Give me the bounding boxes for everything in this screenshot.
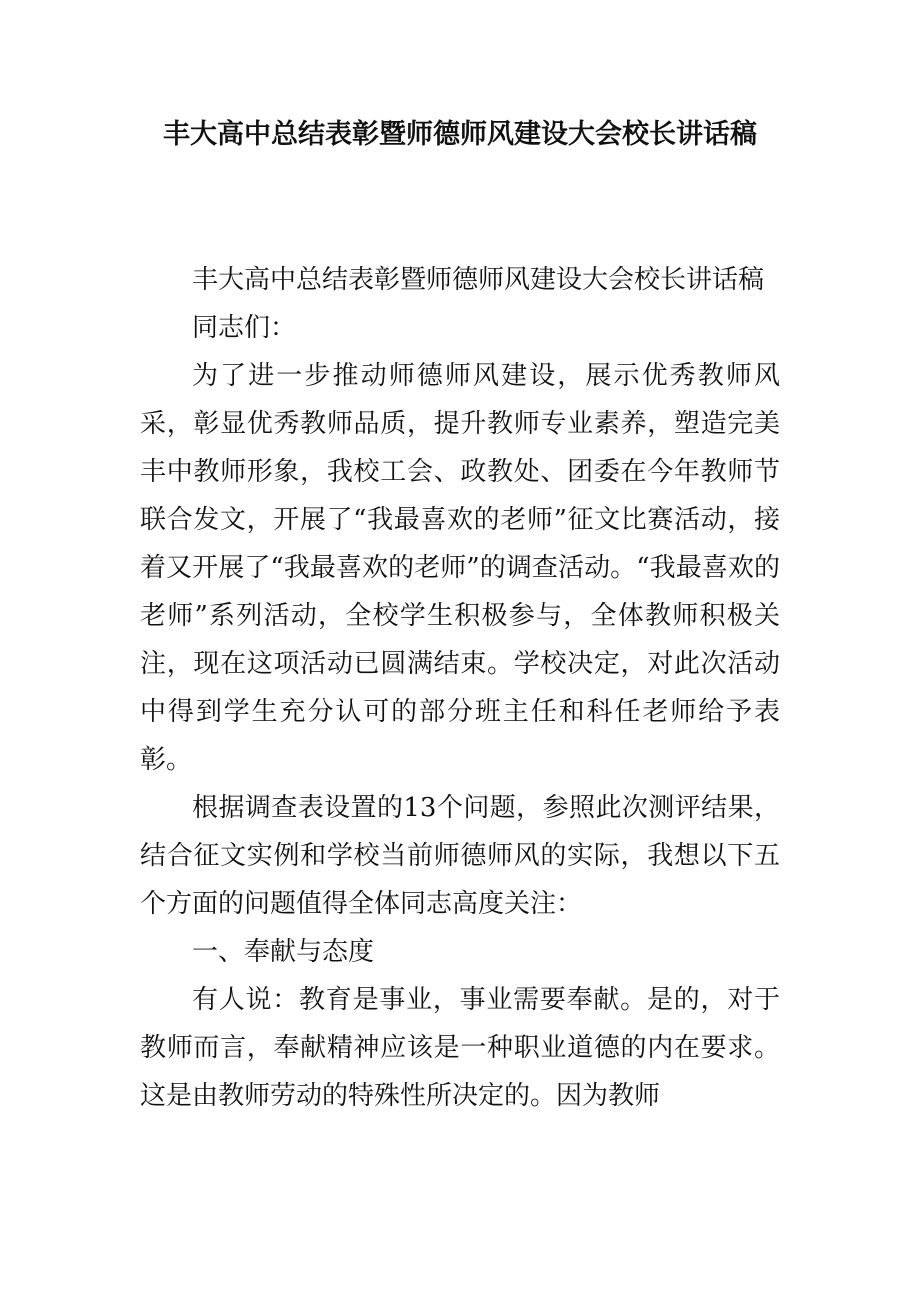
paragraph-salutation: 同志们： [192, 313, 297, 343]
paragraph-dedication: 有人说：教育是事业，事业需要奉献。是的，对于教师而言，奉献精神应该是一种职业道德的内在要求。这是由教师劳动的特殊性所决定的。因为教师 [140, 985, 780, 1111]
document-body [140, 256, 780, 1120]
section-heading-dedication: 一、奉献与态度 [192, 937, 375, 967]
paragraph-background: 为了进一步推动师德师风建设，展示优秀教师风采，彰显优秀教师品质，提升教师专业素养，塑造完美丰中教师形象，我校工会、政教处、团委在今年教师节联合发文，开展了“我最喜欢的老师”征文比赛活动，接着又开展了“我最喜欢的老师”的调查活动。“我最喜欢的老师”系列活动，全校学生积极参与，全体教师积极关注，现在这项活动已圆满结束。学校决定，对此次活动中得到学生充分认可的部分班主任和科任老师给予表彰。 [140, 361, 780, 775]
paragraph-heading-repeat: 丰大高中总结表彰暨师德师风建设大会校长讲话稿 [192, 265, 765, 295]
paragraph-survey-results: 根据调查表设置的13个问题，参照此次测评结果，结合征文实例和学校当前师德师风的实际，我想以下五个方面的问题值得全体同志高度关注： [140, 793, 780, 919]
document-title: 丰大高中总结表彰暨师德师风建设大会校长讲话稿 [163, 119, 757, 150]
